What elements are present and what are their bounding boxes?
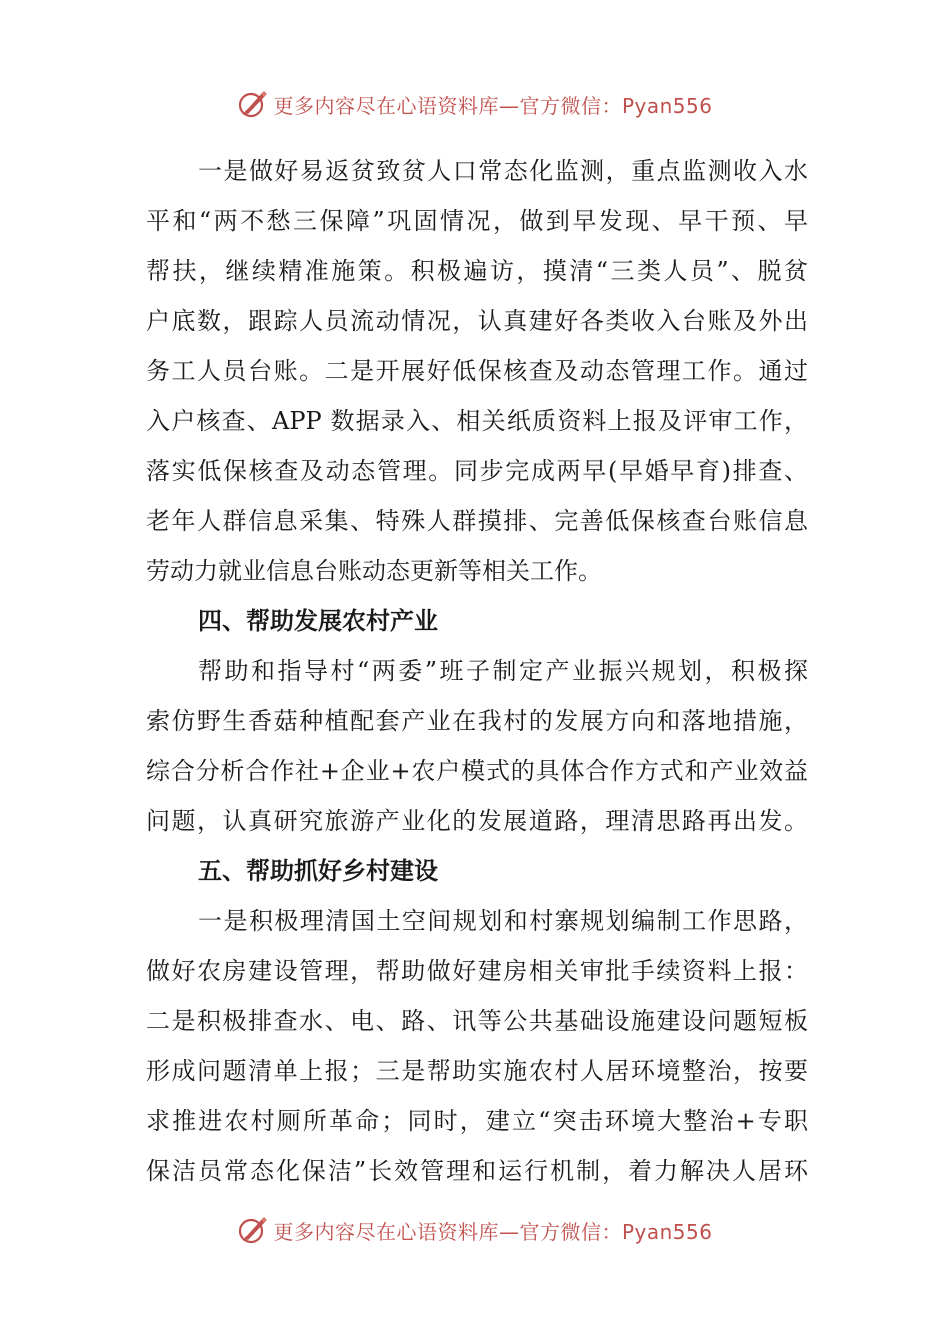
section-heading-5: 五、帮助抓好乡村建设 — [198, 857, 438, 885]
paragraph-line: 综合分析合作社+企业+农户模式的具体合作方式和产业效益 — [146, 757, 808, 785]
section-heading-4: 四、帮助发展农村产业 — [198, 607, 438, 635]
paragraph-line: 平和“两不愁三保障”巩固情况，做到早发现、早干预、早 — [146, 207, 808, 235]
paragraph-line: 入户核查、APP 数据录入、相关纸质资料上报及评审工作， — [146, 407, 808, 435]
paragraph-line: 户底数，跟踪人员流动情况，认真建好各类收入台账及外出 — [146, 307, 808, 335]
paragraph-line: 做好农房建设管理，帮助做好建房相关审批手续资料上报： — [146, 957, 808, 985]
watermark-text: 更多内容尽在心语资料库—官方微信：Pyan556 — [273, 1219, 713, 1244]
paragraph-line: 二是积极排查水、电、路、讯等公共基础设施建设问题短板 — [146, 1007, 808, 1035]
paragraph-line: 问题，认真研究旅游产业化的发展道路，理清思路再出发。 — [146, 807, 808, 835]
pen-logo-icon — [237, 1214, 269, 1246]
paragraph-line: 劳动力就业信息台账动态更新等相关工作。 — [146, 557, 602, 585]
paragraph-line: 务工人员台账。二是开展好低保核查及动态管理工作。通过 — [146, 357, 808, 385]
paragraph-line: 老年人群信息采集、特殊人群摸排、完善低保核查台账信息 — [146, 507, 808, 535]
watermark-footer — [0, 1210, 950, 1250]
paragraph-line: 帮扶，继续精准施策。积极遍访，摸清“三类人员”、脱贫 — [146, 257, 808, 285]
paragraph-line: 求推进农村厕所革命；同时，建立“突击环境大整治+专职 — [146, 1107, 808, 1135]
paragraph-line: 形成问题清单上报；三是帮助实施农村人居环境整治，按要 — [146, 1057, 808, 1085]
watermark-text: 更多内容尽在心语资料库—官方微信：Pyan556 — [273, 93, 713, 118]
paragraph-line: 索仿野生香菇种植配套产业在我村的发展方向和落地措施， — [146, 707, 808, 735]
document-body — [146, 146, 808, 1196]
paragraph-line: 帮助和指导村“两委”班子制定产业振兴规划，积极探 — [198, 657, 808, 685]
paragraph-line: 一是做好易返贫致贫人口常态化监测，重点监测收入水 — [198, 157, 808, 185]
paragraph-line: 落实低保核查及动态管理。同步完成两早(早婚早育)排查、 — [146, 457, 808, 485]
watermark-header — [0, 84, 950, 124]
paragraph-line: 保洁员常态化保洁”长效管理和运行机制，着力解决人居环 — [146, 1157, 808, 1185]
pen-logo-icon — [237, 88, 269, 120]
paragraph-line: 一是积极理清国土空间规划和村寨规划编制工作思路， — [198, 907, 808, 935]
